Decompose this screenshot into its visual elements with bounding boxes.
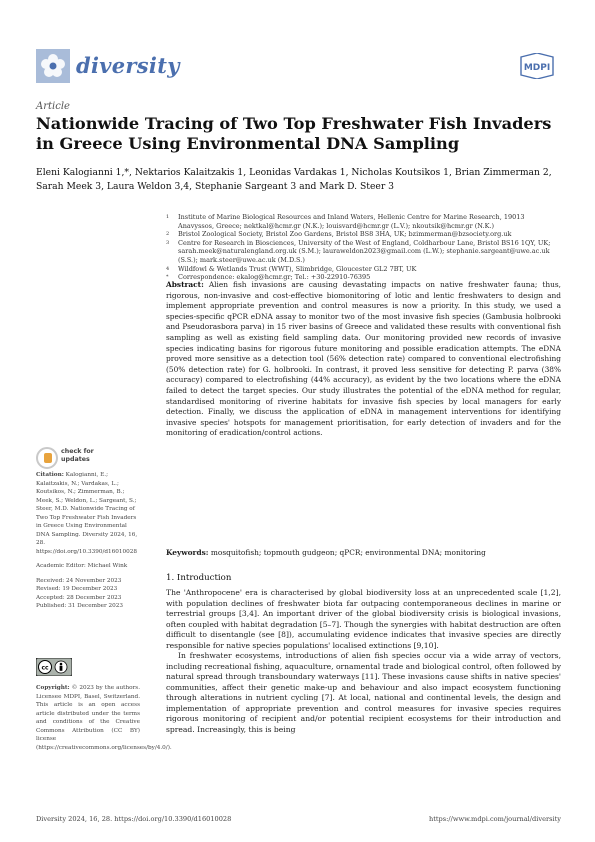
- copyright-text: © 2023 by the authors. Licensee MDPI, Basel, Switzerland. This article is an open access article distributed under the terms and conditions of the Creative Commons Attribution (CC BY) license (https://creativecommons.org/licenses/by/4.0/).: [36, 685, 172, 751]
- affiliation-item: [166, 213, 561, 230]
- affiliation-item: [166, 230, 561, 239]
- correspondence-text: Correspondence: ekalog@hcmr.gr; Tel.: +30-22910-76395: [178, 273, 371, 282]
- sidebar: [36, 471, 140, 611]
- check-updates-icon: [36, 447, 58, 469]
- affiliation-text: Wildfowl & Wetlands Trust (WWT), Slimbridge, Gloucester GL2 7BT, UK: [178, 264, 417, 273]
- abstract: [166, 280, 561, 439]
- paragraph: In freshwater ecosystems, introductions of alien fish species occur via a wide array of vectors, including recreational fishing, aquaculture, ornamental trade and biological control, often followed by natural spread through transboundary waterways [11]. These invasions cause shifts in native species' communities, affect their genetic make-up and behaviour and also impact ecosystem functioning through alterations in nutrient cycling [7]. At local, national and continental levels, the design and implementation of appropriate prevention and control measures for invasive species requires rigorous monitoring of recipient and/or potential recipient ecosystems for their introduction and spread. Increasingly, this is being: [166, 651, 561, 734]
- copyright-notice: [36, 684, 172, 752]
- keywords-text: mosquitofish; topmouth gudgeon; qPCR; environmental DNA; monitoring: [210, 548, 486, 557]
- page-footer: [36, 815, 561, 823]
- article-type: Article: [36, 101, 70, 112]
- article-title: Nationwide Tracing of Two Top Freshwater Fish Invaders in Greece Using Environmental DNA Sampling: [36, 114, 552, 153]
- affiliation-number: 3: [166, 239, 170, 246]
- authors-line-2: Sarah Meek 3, Laura Weldon 3,4, Stephanie Sargeant 3 and Mark D. Steer 3: [36, 180, 395, 192]
- keywords: [166, 548, 561, 559]
- affiliation-text: Centre for Research in Biosciences, University of the West of England, Coldharbour Lane, Bristol BS16 1QY, UK; sarah.meek@naturalengland.org.uk (S.M.); lauraweldon2023@gmail.com (L.W.); stephanie.sargeant@uwe.ac.uk (S.S.); mark.steer@uwe.ac.uk (M.D.S.): [178, 238, 551, 264]
- copyright-label: Copyright:: [36, 685, 70, 691]
- affiliations: [166, 213, 561, 282]
- affiliation-text: Bristol Zoological Society, Bristol Zoo Gardens, Bristol BS8 3HA, UK; bzimmerman@bzsociety.org.uk: [178, 230, 512, 239]
- footer-citation-link[interactable]: Diversity 2024, 16, 28. https://doi.org/10.3390/d16010028: [36, 815, 232, 823]
- affiliation-number: *: [166, 274, 169, 281]
- abstract-label: Abstract:: [166, 280, 204, 289]
- citation-text: Kalogianni, E.; Kalaitzakis, N.; Vardakas, L.; Koutsikos, N.; Zimmerman, B.; Meek, S.; Weldon, L.; Sargeant, S.; Steer, M.D. Nationwide Tracing of Two Top Freshwater Fish Invaders in Greece Using Environmental DNA Sampling. Diversity 2024, 16, 28. https://doi.org/10.3390/d16010028: [36, 472, 138, 555]
- academic-editor: Academic Editor: Michael Wink: [36, 563, 128, 569]
- journal-name[interactable]: diversity: [76, 53, 180, 78]
- published-date: Published: 31 December 2023: [36, 603, 124, 609]
- citation: [36, 471, 140, 556]
- mdpi-logo-icon[interactable]: [517, 53, 557, 79]
- affiliation-item: [166, 265, 561, 274]
- introduction-body: [166, 588, 561, 735]
- received-date: Received: 24 November 2023: [36, 577, 122, 584]
- revised-date: Revised: 19 December 2023: [36, 586, 118, 592]
- abstract-text: Alien fish invasions are causing devastating impacts on native freshwater fauna; thus, rigorous, non-invasive and cost-effective biomonitoring of lotic and lentic freshwaters to design and implement appropriate prevention and control measures is now a priority. In this study, we used a species-specific qPCR eDNA assay to monitor two of the most invasive fish species (Gambusia holbrooki and Pseudorasbora parva) in 15 river basins of Greece and validated these results with conventional fish sampling as well as existing field sampling data. Our monitoring provided new records of invasive species indicating basins for rigorous future monitoring and possible eradication attempts. The eDNA proved more sensitive as a detection tool (56% detection rate) compared to conventional electrofishing (50% detection rate) for G. holbrooki. In contrast, it proved less sensitive for detecting P. parva (38% accuracy) compared to electrofishing (44% accuracy), as evident by the two locations where the eDNA failed to detect the target species. Our study illustrates the potential of the eDNA method for regular, standardised monitoring of riverine habitats for invasive fish species by local managers for early detection. Finally, we discuss the application of eDNA in management interventions for identifying invasive species' hotspots for management prioritisation, for early detection of invaders and for the monitoring of eradication/control actions.: [166, 280, 561, 438]
- affiliation-number: 4: [166, 265, 170, 272]
- accepted-date: Accepted: 28 December 2023: [36, 594, 122, 601]
- affiliation-number: 1: [166, 214, 170, 220]
- journal-logo-icon: [36, 49, 70, 83]
- author-list: [36, 166, 561, 193]
- mdpi-logo-text: MDPI: [523, 63, 551, 73]
- paragraph: The 'Anthropocene' era is characterised by global biodiversity loss at an unprecedented scale [1,2], with population declines of freshwater biota far outpacing contemporaneous declines in marine or terrestrial groups [3,4]. An important driver of the global biodiversity crisis is biological invasions, often coupled with habitat degradation [5–7]. Though the synergies with habitat destruction are often difficult to disentangle (see [8]), accumulating evidence indicates that invasive species are directly responsible for native species populations' localised extinctions [9,10].: [166, 588, 561, 650]
- affiliation-number: 2: [166, 231, 170, 238]
- cc-by-license-icon[interactable]: [36, 658, 72, 676]
- affiliation-text: Institute of Marine Biological Resources and Inland Waters, Hellenic Centre for Marine Research, 19013 Anavyssos, Greece; nektkal@hcmr.gr (N.K.); louisvard@hcmr.gr (L.V.); nkoutsik@hcmr.gr (N.K.): [178, 213, 525, 230]
- authors-line-1: Eleni Kalogianni 1,*, Nektarios Kalaitzakis 1, Leonidas Vardakas 1, Nicholas Koutsikos 1, Brian Zimmerman 2,: [36, 167, 552, 178]
- check-updates-label: check for updates: [61, 448, 94, 463]
- section-heading-introduction: 1. Introduction: [166, 573, 232, 583]
- svg-text:cc: cc: [41, 664, 49, 672]
- keywords-label: Keywords:: [166, 548, 209, 557]
- footer-journal-link[interactable]: https://www.mdpi.com/journal/diversity: [429, 815, 561, 823]
- affiliation-item: [166, 239, 561, 265]
- citation-label: Citation:: [36, 472, 64, 478]
